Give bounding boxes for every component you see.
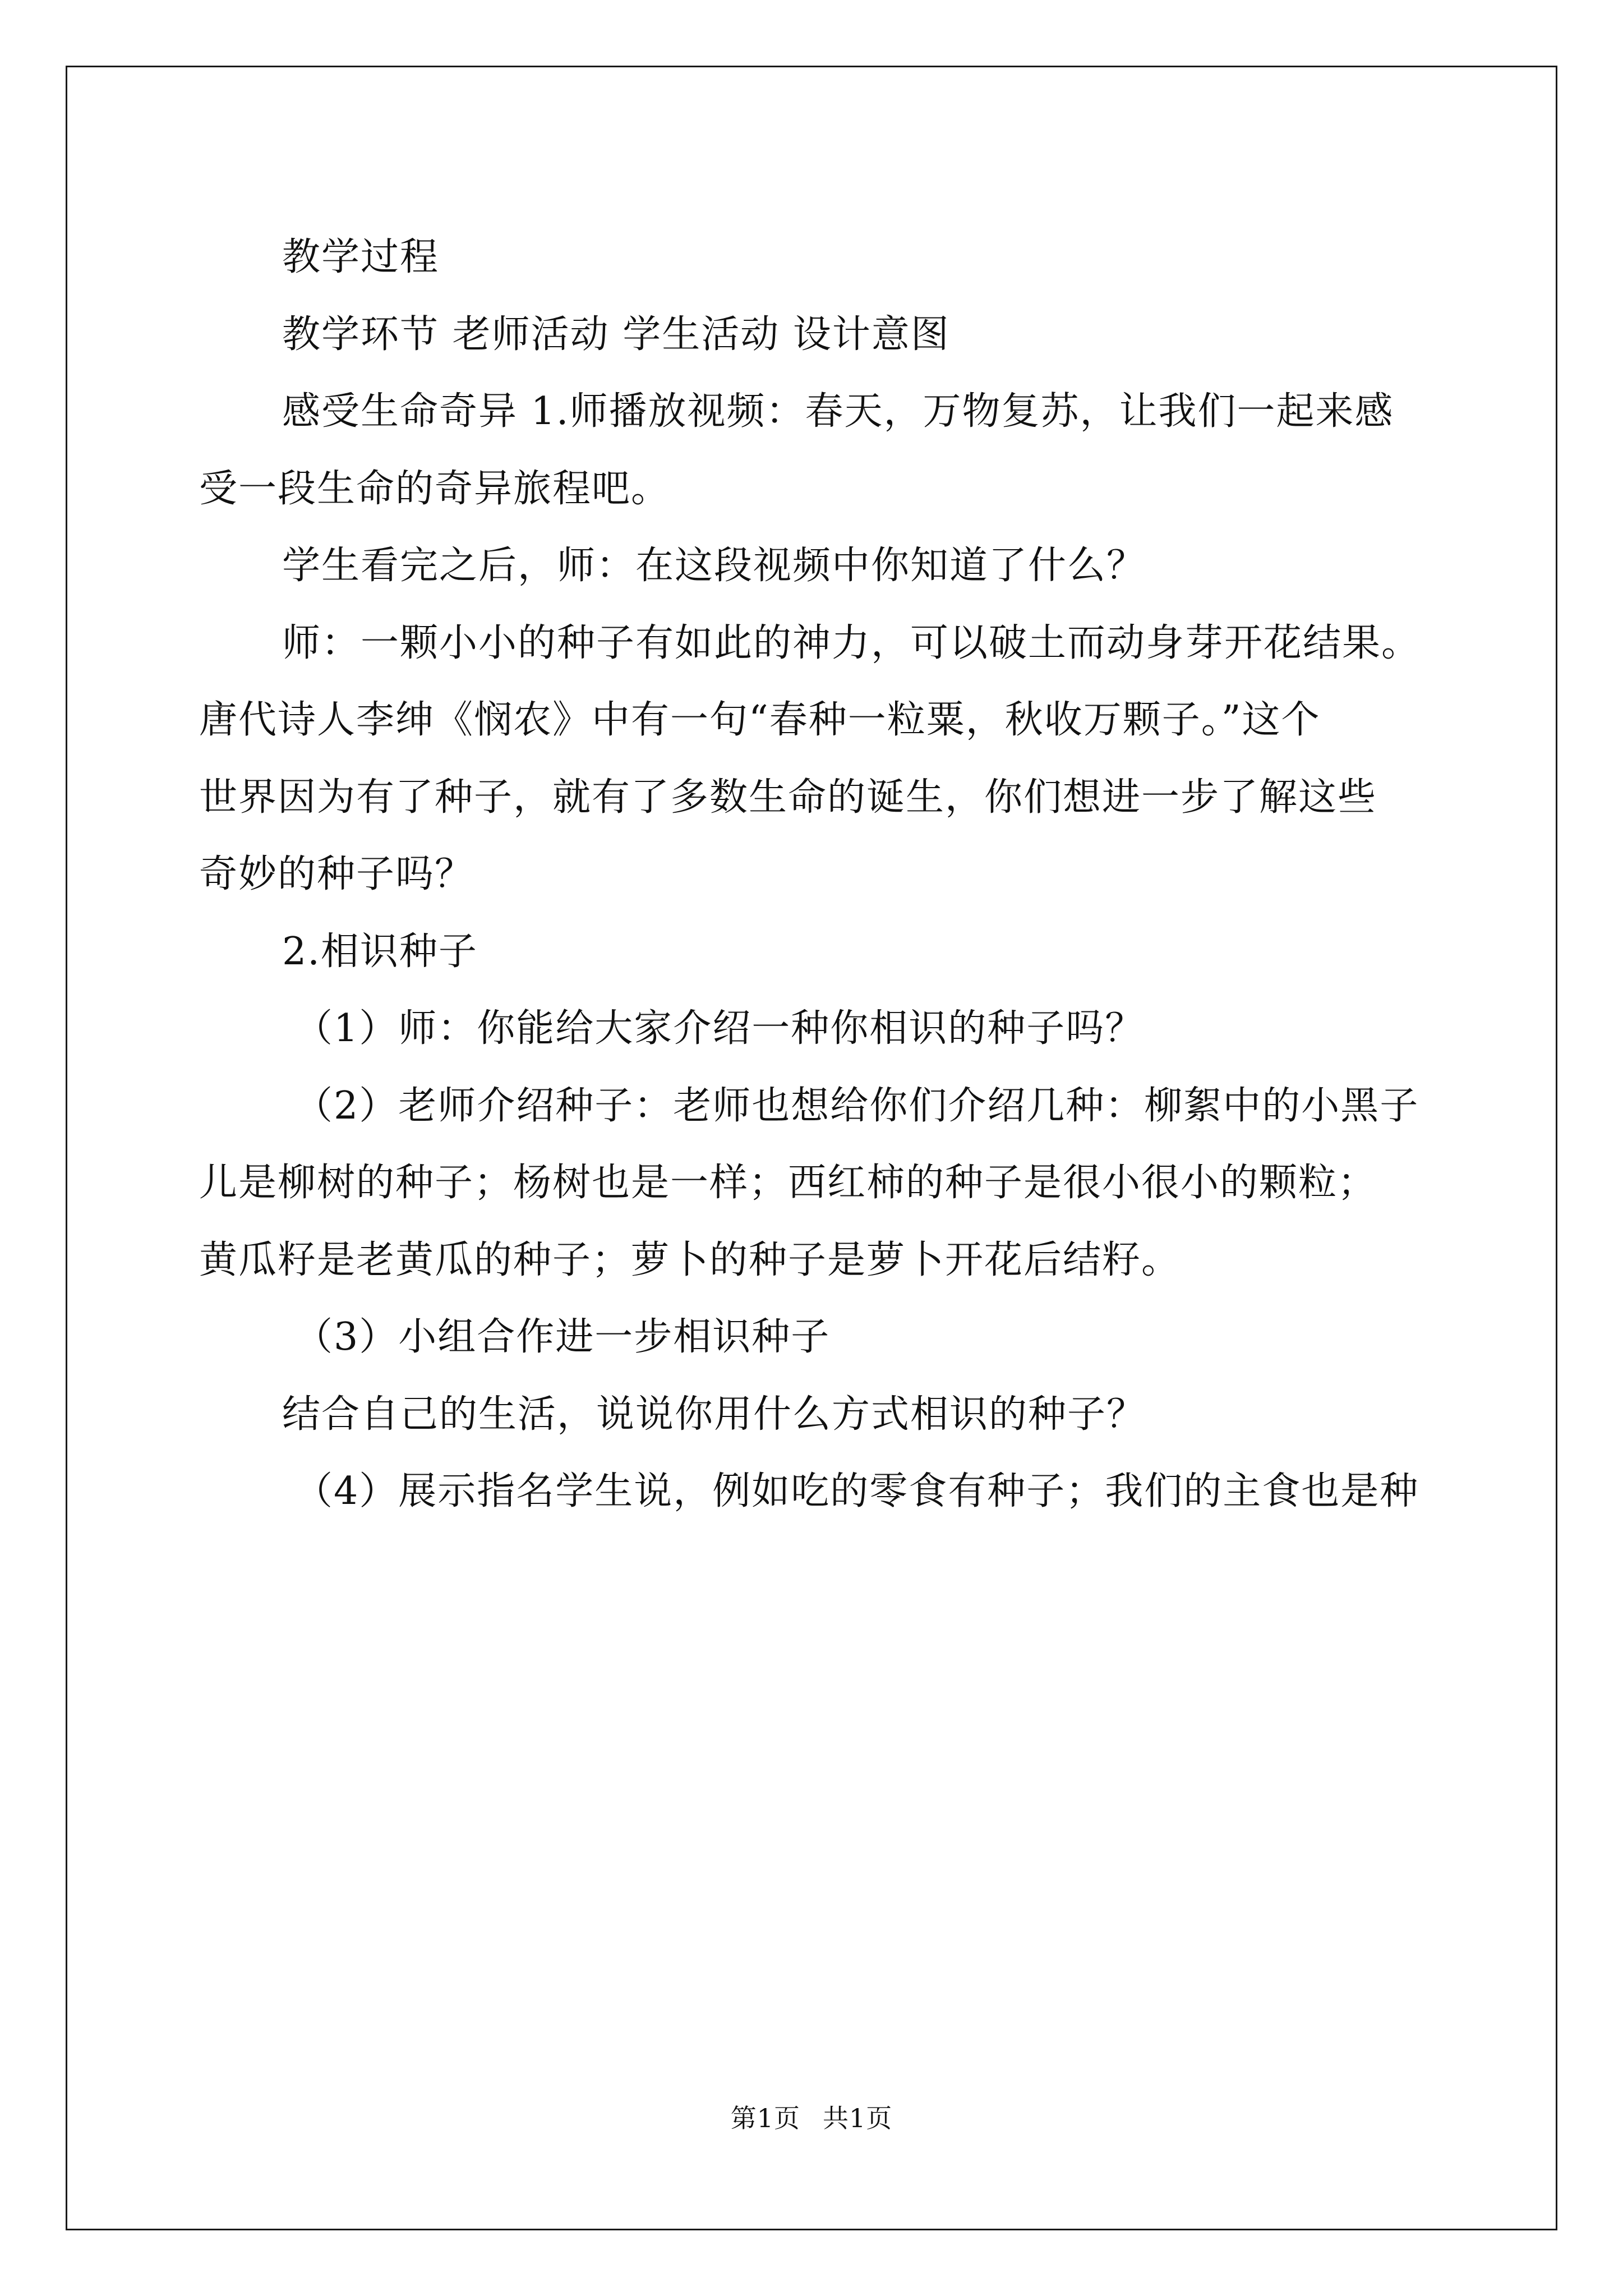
paragraph-line: 教学过程 bbox=[282, 235, 440, 279]
paragraph-line: 教学环节 老师活动 学生活动 设计意图 bbox=[282, 312, 950, 357]
document-body bbox=[199, 219, 1430, 1530]
paragraph-line: 学生看完之后，师：在这段视频中你知道了什么？ bbox=[282, 544, 1146, 588]
paragraph-line: 奇妙的种子吗？ bbox=[199, 852, 474, 896]
paragraph-line: （3）小组合作进一步相识种子 bbox=[294, 1315, 831, 1359]
page-total: 共1页 bbox=[823, 2103, 893, 2133]
paragraph-line: 受一段生命的奇异旅程吧。 bbox=[199, 466, 671, 511]
page-number: 第1页 bbox=[730, 2103, 800, 2133]
page-footer bbox=[0, 2098, 1623, 2135]
paragraph-line: 黄瓜籽是老黄瓜的种子；萝卜的种子是萝卜开花后结籽。 bbox=[199, 1237, 1181, 1282]
paragraph-line: 儿是柳树的种子；杨树也是一样；西红柿的种子是很小很小的颗粒； bbox=[199, 1161, 1377, 1205]
paragraph-line: 2.相识种子 bbox=[282, 929, 478, 974]
paragraph-line: 世界因为有了种子，就有了多数生命的诞生，你们想进一步了解这些 bbox=[199, 775, 1377, 820]
paragraph-line: 结合自己的生活，说说你用什么方式相识的种子？ bbox=[282, 1392, 1146, 1437]
paragraph-line: 师：一颗小小的种子有如此的神力，可以破土而动身芽开花结果。 bbox=[282, 620, 1421, 665]
paragraph-line: （4）展示指名学生说，例如吃的零食有种子；我们的主食也是种 bbox=[294, 1469, 1419, 1513]
paragraph-line: 感受生命奇异 1.师播放视频：春天，万物复苏，让我们一起来感 bbox=[282, 389, 1394, 434]
paragraph-line: 唐代诗人李绅《悯农》中有一句“春种一粒粟，秋收万颗子。”这个 bbox=[199, 698, 1321, 742]
paragraph-line: （2）老师介绍种子：老师也想给你们介绍几种：柳絮中的小黑子 bbox=[294, 1083, 1419, 1128]
paragraph-line: （1）师：你能给大家介绍一种你相识的种子吗？ bbox=[294, 1006, 1145, 1051]
